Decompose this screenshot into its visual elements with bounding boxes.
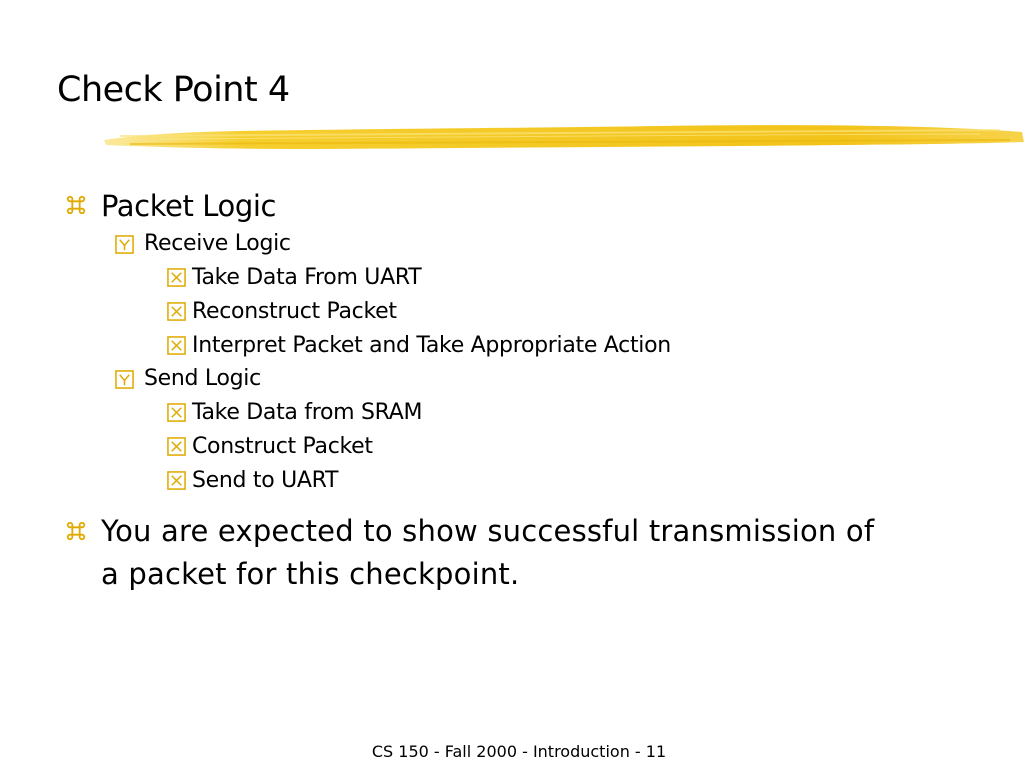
checkbox-y-icon [115, 235, 134, 254]
bullet-expected-line1: You are expected to show successful transmission of [101, 514, 875, 548]
slide-title: Check Point 4 [57, 70, 290, 110]
checkbox-x-icon [167, 403, 186, 422]
bullet-send-logic: Send Logic [144, 366, 261, 391]
checkbox-x-icon [167, 336, 186, 355]
checkbox-x-icon [167, 437, 186, 456]
checkbox-x-icon [167, 302, 186, 321]
bullet-reconstruct-packet: Reconstruct Packet [192, 299, 397, 324]
checkbox-x-icon [167, 268, 186, 287]
bullet-take-data-from-sram: Take Data from SRAM [192, 400, 423, 425]
bullet-expected-line2: a packet for this checkpoint. [101, 557, 520, 591]
bullet-interpret-packet: Interpret Packet and Take Appropriate Action [192, 333, 671, 358]
checkbox-x-icon [167, 471, 186, 490]
title-highlight-stroke [100, 118, 1024, 160]
bullet-packet-logic: Packet Logic [101, 189, 277, 223]
slide-footer: CS 150 - Fall 2000 - Introduction - 11 [371, 742, 667, 761]
bullet-receive-logic: Receive Logic [144, 231, 291, 256]
command-key-icon [65, 194, 87, 216]
command-key-icon [65, 520, 87, 542]
bullet-construct-packet: Construct Packet [192, 434, 373, 459]
bullet-take-data-from-uart: Take Data From UART [192, 265, 422, 290]
bullet-send-to-uart: Send to UART [192, 468, 339, 493]
checkbox-y-icon [115, 370, 134, 389]
